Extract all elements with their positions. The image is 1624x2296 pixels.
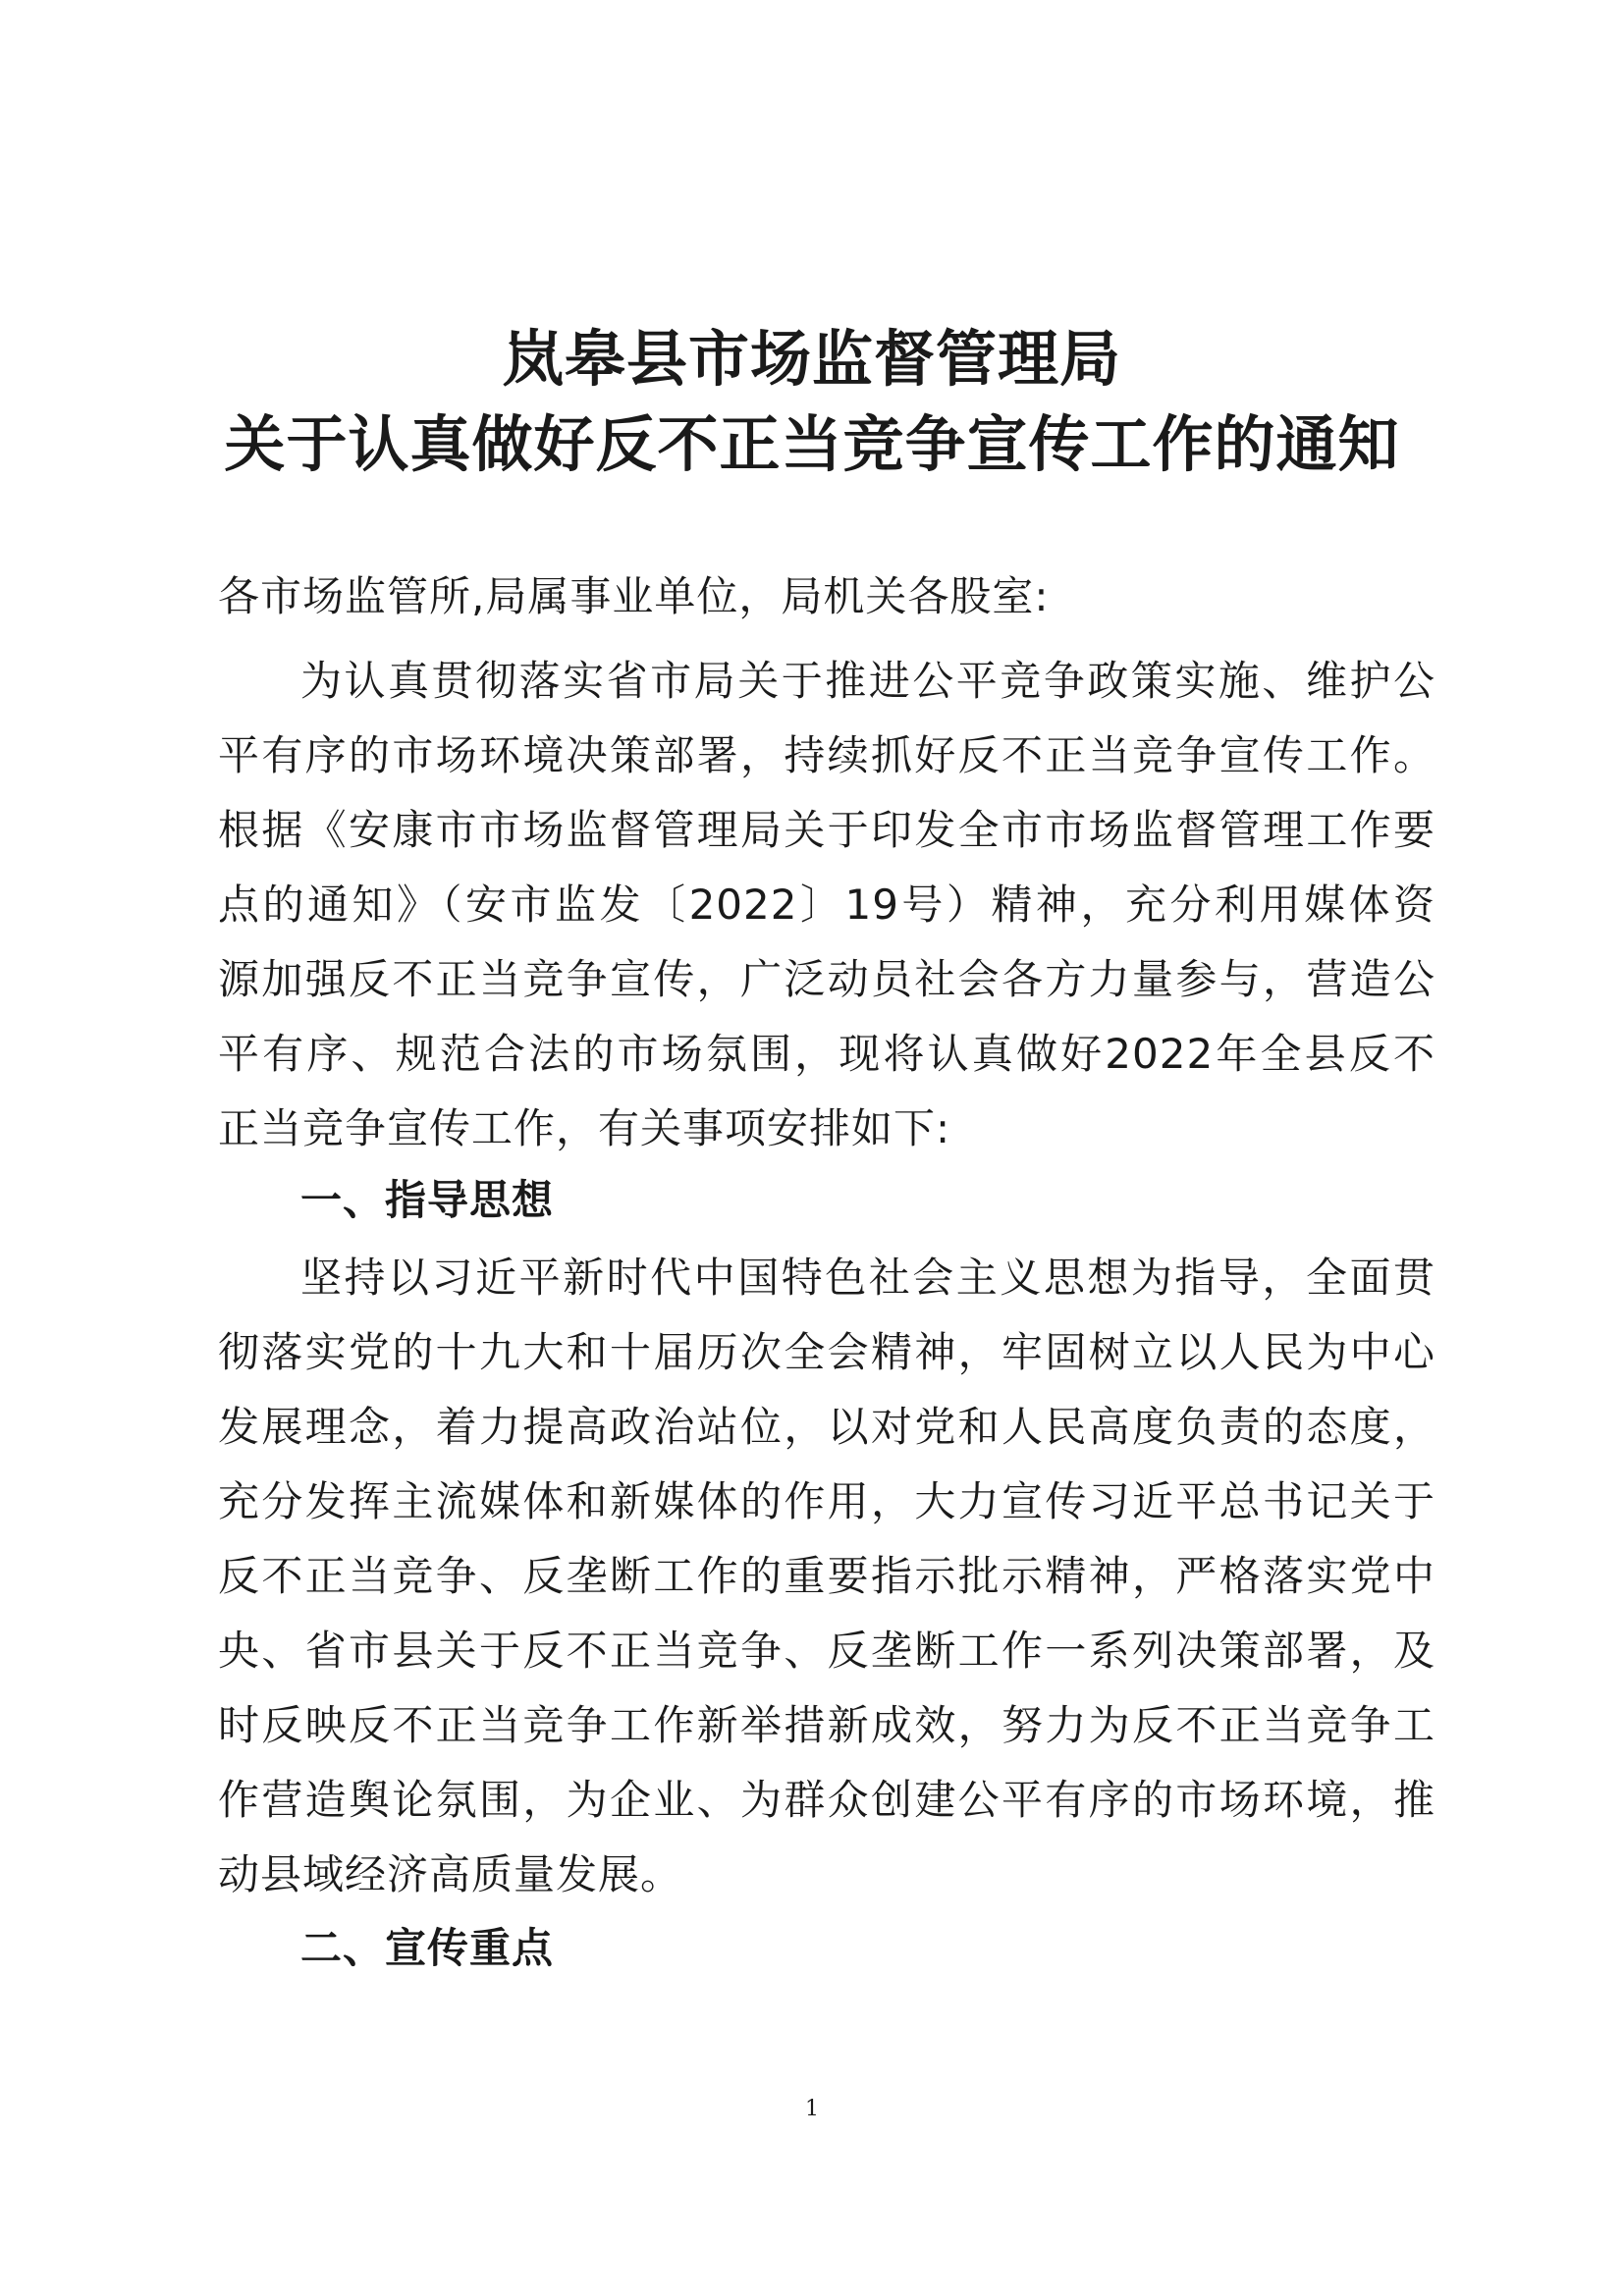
intro-line: 根据《安康市市场监督管理局关于印发全市市场监督管理工作要 <box>218 806 1435 854</box>
document-title-line-1: 岚皋县市场监督管理局 <box>502 323 1121 395</box>
section-heading-guiding-ideology: 一、指导思想 <box>300 1176 555 1224</box>
intro-line: 正当竞争宣传工作，有关事项安排如下: <box>218 1104 951 1152</box>
section-heading-publicity-focus: 二、宣传重点 <box>300 1924 555 1972</box>
section1-line: 充分发挥主流媒体和新媒体的作用，大力宣传习近平总书记关于 <box>218 1477 1435 1525</box>
intro-line: 平有序、规范合法的市场氛围，现将认真做好2022年全县反不 <box>218 1030 1435 1078</box>
intro-line: 为认真贯彻落实省市局关于推进公平竞争政策实施、维护公 <box>300 657 1435 705</box>
section1-line: 作营造舆论氛围，为企业、为群众创建公平有序的市场环境，推 <box>218 1776 1435 1824</box>
page-number: 1 <box>805 2097 819 2121</box>
intro-line: 平有序的市场环境决策部署，持续抓好反不正当竞争宣传工作。 <box>218 731 1435 779</box>
salutation: 各市场监管所,局属事业单位，局机关各股室: <box>218 572 1050 620</box>
section1-line: 央、省市县关于反不正当竞争、反垄断工作一系列决策部署，及 <box>218 1627 1435 1675</box>
intro-line: 源加强反不正当竞争宣传，广泛动员社会各方力量参与，营造公 <box>218 955 1435 1003</box>
section1-line: 彻落实党的十九大和十届历次全会精神，牢固树立以人民为中心 <box>218 1328 1435 1376</box>
section1-line: 发展理念，着力提高政治站位，以对党和人民高度负责的态度， <box>218 1403 1435 1451</box>
section1-line: 坚持以习近平新时代中国特色社会主义思想为指导，全面贯 <box>300 1254 1435 1302</box>
section1-line: 时反映反不正当竞争工作新举措新成效，努力为反不正当竞争工 <box>218 1701 1435 1749</box>
section1-line: 动县域经济高质量发展。 <box>218 1850 683 1898</box>
intro-line: 点的通知》（安市监发〔2022〕19号）精神，充分利用媒体资 <box>218 881 1435 929</box>
section1-line: 反不正当竞争、反垄断工作的重要指示批示精神，严格落实党中 <box>218 1552 1435 1600</box>
document-title-line-2: 关于认真做好反不正当竞争宣传工作的通知 <box>224 408 1400 480</box>
